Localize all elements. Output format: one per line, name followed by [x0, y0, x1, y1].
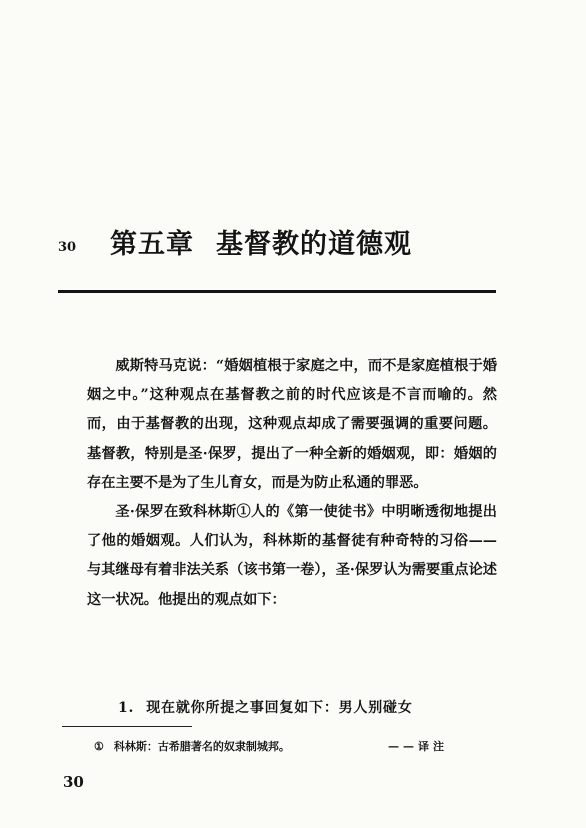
- footnote-rule: [62, 726, 192, 727]
- footnote-marker: ①: [94, 740, 104, 753]
- paragraph: 圣·保罗在致科林斯①人的《第一使徒书》中明晰透彻地提出了他的婚姻观。人们认为，科林斯的基督徒有种奇特的习俗——与其继母有着非法关系（该书第一卷），圣·保罗认为需要重点论述这一状况。他提出的观点如下：: [87, 504, 497, 608]
- chapter-label: 第五章: [110, 229, 194, 260]
- footnote-text: 科林斯：古希腊著名的奴隶制城邦。: [113, 740, 290, 753]
- heading-rule: [58, 290, 496, 293]
- footnote: [94, 738, 484, 754]
- quote-text: 现在就你所提之事回复如下：男人别碰女: [146, 700, 413, 716]
- footnote-signature: ——译注: [388, 740, 448, 753]
- body-text: [87, 352, 497, 615]
- quote-number: 1.: [118, 700, 135, 716]
- chapter-heading: [110, 222, 412, 261]
- chapter-title: 基督教的道德观: [216, 229, 412, 260]
- chapter-page-number: 30: [58, 240, 77, 255]
- page-number: 30: [63, 773, 84, 791]
- paragraph: 威斯特马克说：“婚姻植根于家庭之中，而不是家庭植根于婚姻之中。”这种观点在基督教之前的时代应该是不言而喻的。然而，由于基督教的出现，这种观点却成了需要强调的重要问题。基督教，特别是圣·保罗，提出了一种全新的婚姻观，即：婚姻的存在主要不是为了生儿育女，而是为防止私通的罪恶。: [87, 358, 497, 491]
- quoted-passage: [118, 697, 498, 717]
